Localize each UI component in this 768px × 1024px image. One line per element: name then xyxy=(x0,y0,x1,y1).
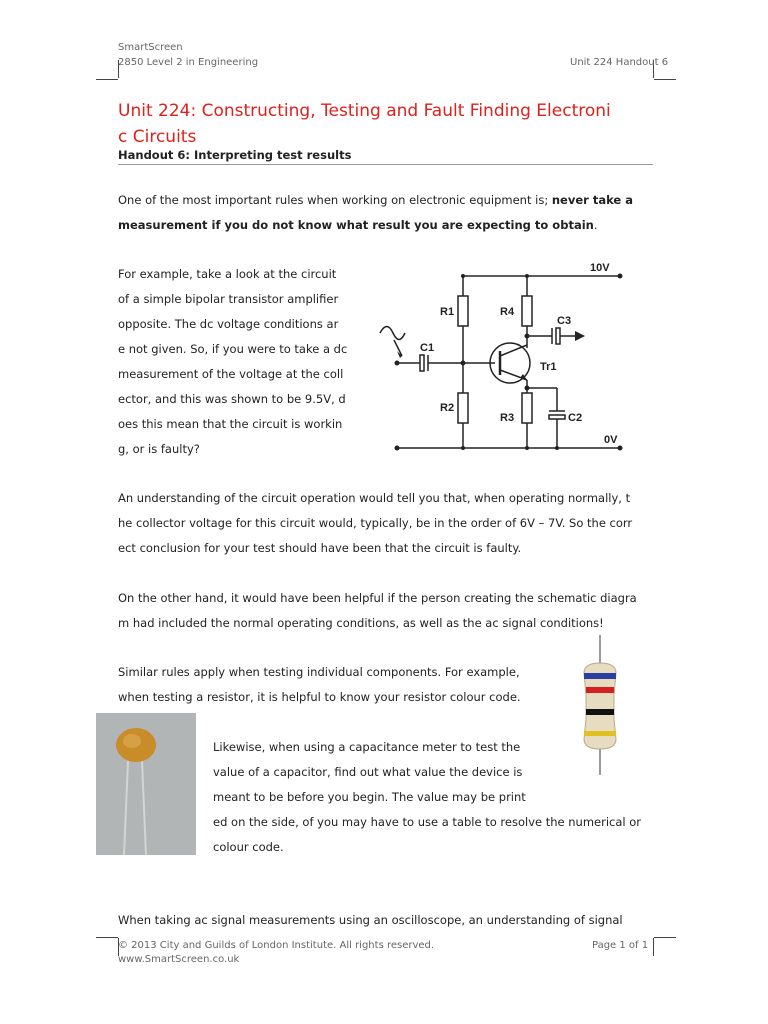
label-supply: 10V xyxy=(590,262,610,274)
header-course: 2850 Level 2 in Engineering xyxy=(118,57,259,68)
title-line-2: c Circuits xyxy=(118,127,197,147)
understanding-line: he collector voltage for this circuit would, typically, be in the order of 6V – 7V. So the corr xyxy=(118,516,633,530)
example-line: ector, and this was shown to be 9.5V, d xyxy=(118,392,346,406)
likewise-paragraph xyxy=(213,735,658,860)
crop-mark xyxy=(654,937,676,938)
other-hand-line: On the other hand, it would have been helpful if the person creating the schematic diagra xyxy=(118,591,637,605)
label-c2: C2 xyxy=(568,412,583,424)
example-line: e not given. So, if you were to take a dc xyxy=(118,342,348,356)
similar-paragraph xyxy=(118,660,538,710)
likewise-line: colour code. xyxy=(213,840,284,854)
other-hand-line: m had included the normal operating conditions, as well as the ac signal conditions! xyxy=(118,616,604,630)
intro-bold-1: never take a xyxy=(551,193,633,207)
title-rule xyxy=(118,164,653,165)
footer-copyright: © 2013 City and Guilds of London Institute. All rights reserved. xyxy=(118,940,435,951)
crop-mark xyxy=(96,937,118,938)
crop-mark xyxy=(654,79,676,80)
crop-mark xyxy=(653,938,654,956)
likewise-line: Likewise, when using a capacitance meter to test the xyxy=(213,740,521,754)
understanding-line: An understanding of the circuit operation would tell you that, when operating normally, t xyxy=(118,491,631,505)
footer-site: www.SmartScreen.co.uk xyxy=(118,954,240,965)
label-r1: R1 xyxy=(440,306,455,318)
title-line-1: Unit 224: Constructing, Testing and Fault Finding Electroni xyxy=(118,101,611,121)
likewise-line: ed on the side, of you may have to use a table to resolve the numerical or xyxy=(213,815,642,829)
oscilloscope-line: When taking ac signal measurements using an oscilloscope, an understanding of signal xyxy=(118,913,623,927)
example-line: For example, take a look at the circuit xyxy=(118,267,337,281)
label-r4: R4 xyxy=(500,306,515,318)
example-line: oes this mean that the circuit is workin xyxy=(118,417,343,431)
label-ground: 0V xyxy=(604,434,618,446)
similar-line: Similar rules apply when testing individual components. For example, xyxy=(118,665,520,679)
page-title xyxy=(118,98,678,150)
label-c1: C1 xyxy=(420,342,435,354)
page-subtitle: Handout 6: Interpreting test results xyxy=(118,148,352,162)
label-tr1: Tr1 xyxy=(540,361,557,373)
intro-paragraph xyxy=(118,188,653,238)
crop-mark xyxy=(96,79,118,80)
example-line: measurement of the voltage at the coll xyxy=(118,367,344,381)
capacitor-photo xyxy=(96,713,196,855)
transistor-amplifier-circuit xyxy=(370,258,655,458)
understanding-line: ect conclusion for your test should have been that the circuit is faulty. xyxy=(118,541,522,555)
example-line: opposite. The dc voltage conditions ar xyxy=(118,317,339,331)
similar-line: when testing a resistor, it is helpful to know your resistor colour code. xyxy=(118,690,521,704)
header-brand: SmartScreen xyxy=(118,42,183,53)
label-c3: C3 xyxy=(557,315,572,327)
label-r3: R3 xyxy=(500,412,515,424)
footer-page-number: Page 1 of 1 xyxy=(592,940,649,951)
label-r2: R2 xyxy=(440,402,455,414)
example-line: g, or is faulty? xyxy=(118,442,200,456)
example-paragraph xyxy=(118,262,358,462)
example-line: of a simple bipolar transistor amplifier xyxy=(118,292,339,306)
intro-end: . xyxy=(593,218,598,232)
header-handout-ref: Unit 224 Handout 6 xyxy=(570,57,669,68)
intro-text: One of the most important rules when working on electronic equipment is; xyxy=(118,193,552,207)
other-hand-paragraph xyxy=(118,586,658,636)
likewise-line: value of a capacitor, find out what value the device is xyxy=(213,765,523,779)
likewise-line: meant to be before you begin. The value may be print xyxy=(213,790,526,804)
understanding-paragraph xyxy=(118,486,658,561)
intro-bold-2: measurement if you do not know what result you are expecting to obtain xyxy=(118,218,594,232)
